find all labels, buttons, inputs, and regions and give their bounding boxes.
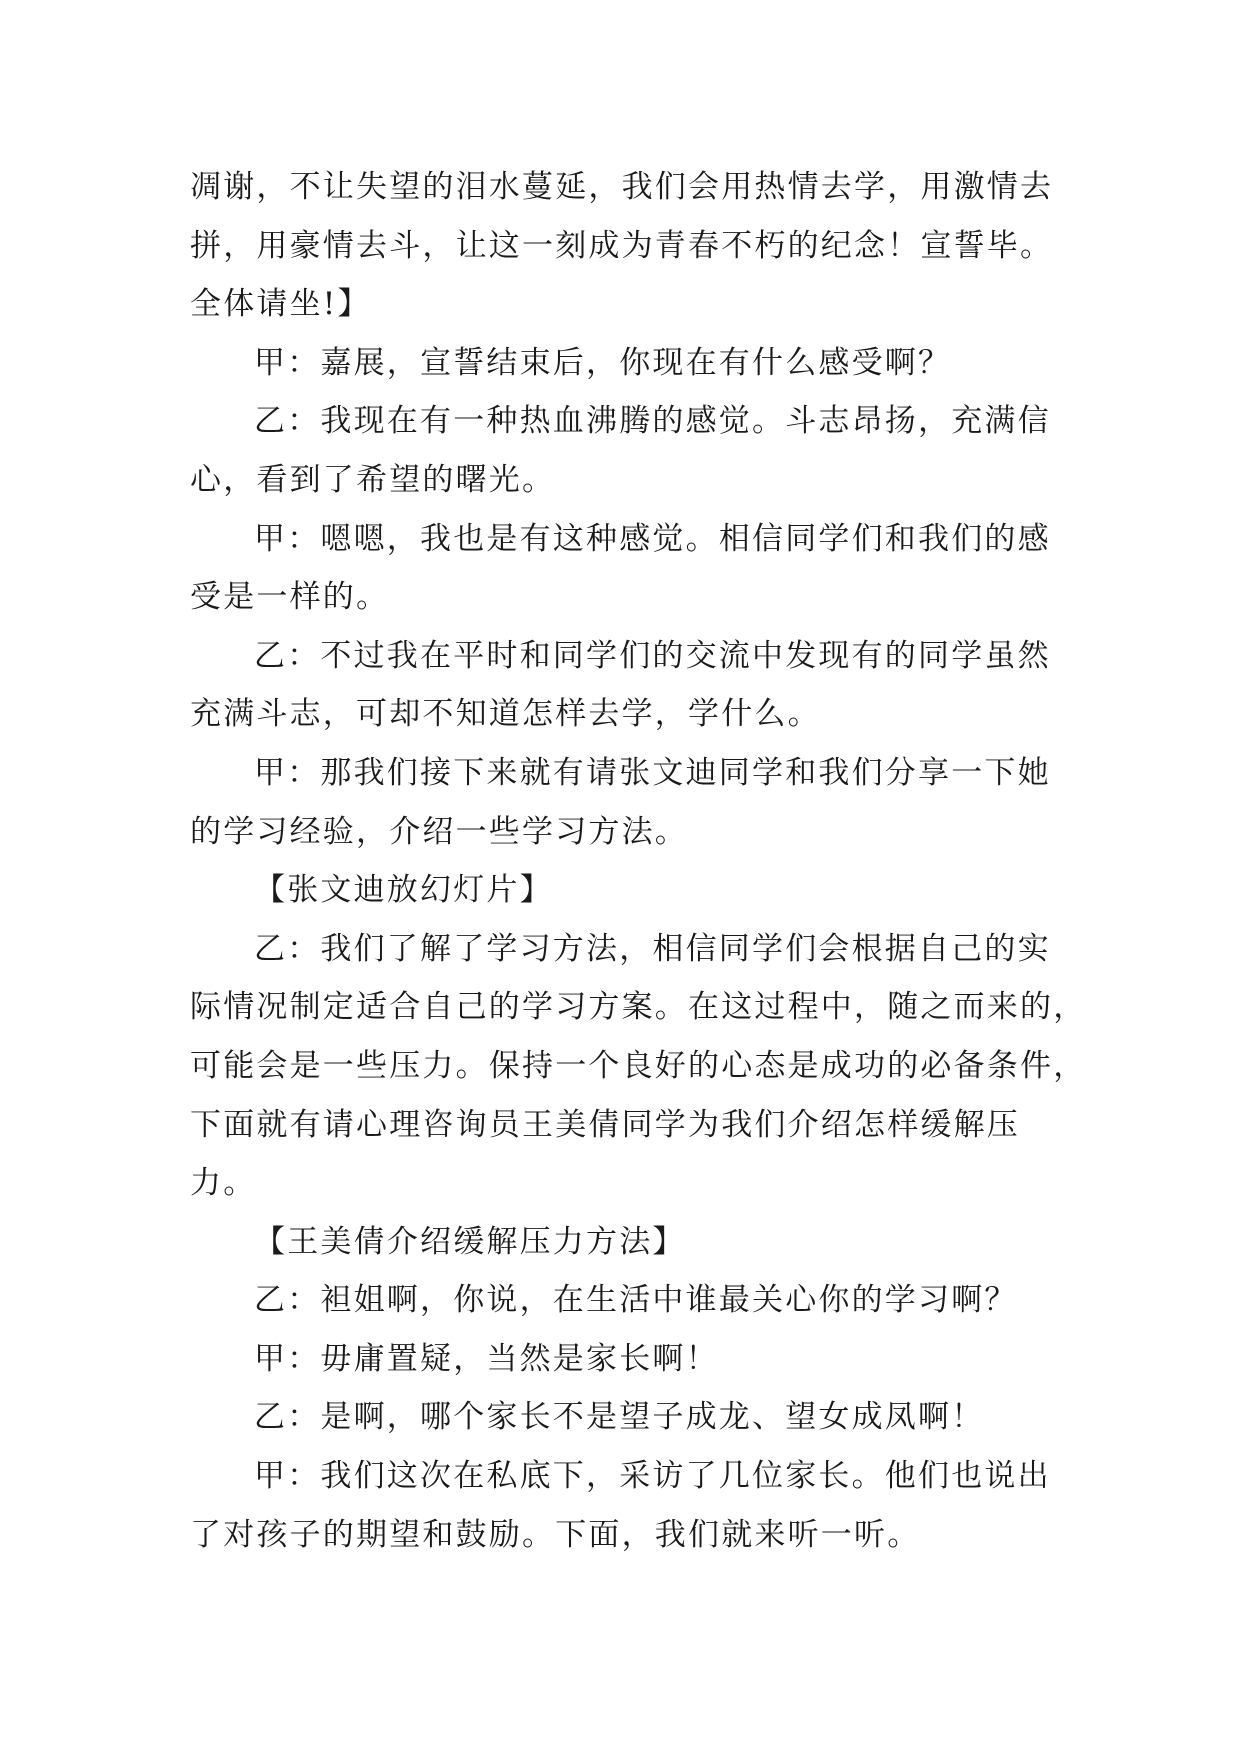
text-line: 凋谢，不让失望的泪水蔓延，我们会用热情去学，用激情去	[190, 169, 1054, 205]
text-line: 受是一样的。	[190, 579, 390, 616]
dialogue-line: 乙：袒姐啊，你说，在生活中谁最关心你的学习啊？	[254, 1282, 1018, 1319]
text-line: 力。	[190, 1165, 257, 1202]
text-line: 心，看到了希望的曙光。	[190, 461, 556, 498]
dialogue-line: 乙：我现在有一种热血沸腾的感觉。斗志昂扬，充满信	[254, 403, 1051, 440]
text-line: 拼，用豪情去斗，让这一刻成为青春不朽的纪念！宣誓毕。	[190, 227, 1054, 264]
stage-direction: 【张文迪放幻灯片】	[254, 872, 553, 909]
text-line: 全体请坐!】	[190, 286, 371, 323]
dialogue-line: 甲：那我们接下来就有请张文迪同学和我们分享一下她	[254, 754, 1051, 791]
dialogue-line: 乙：不过我在平时和同学们的交流中发现有的同学虽然	[254, 637, 1051, 674]
dialogue-line: 乙：是啊，哪个家长不是望子成龙、望女成凤啊！	[254, 1399, 985, 1436]
stage-direction: 【王美倩介绍缓解压力方法】	[254, 1223, 686, 1260]
text-line: 充满斗志，可却不知道怎样去学，学什么。	[190, 696, 821, 733]
text-line: 的学习经验，介绍一些学习方法。	[190, 813, 688, 850]
dialogue-line: 甲：我们这次在私底下，采访了几位家长。他们也说出	[254, 1458, 1051, 1495]
text-line: 了对孩子的期望和鼓励。下面，我们就来听一听。	[190, 1516, 921, 1553]
dialogue-line: 甲：嗯嗯，我也是有这种感觉。相信同学们和我们的感	[254, 520, 1051, 557]
dialogue-line: 乙：我们了解了学习方法，相信同学们会根据自己的实	[254, 930, 1051, 967]
dialogue-line: 甲：毋庸置疑，当然是家长啊！	[254, 1340, 719, 1377]
text-line: 际情况制定适合自己的学习方案。在这过程中，随之而来的，	[190, 989, 1087, 1026]
text-line: 可能会是一些压力。保持一个良好的心态是成功的必备条件，	[190, 1047, 1087, 1084]
document-body	[190, 158, 1087, 1564]
dialogue-line: 甲：嘉展，宣誓结束后，你现在有什么感受啊？	[254, 344, 952, 381]
text-line: 下面就有请心理咨询员王美倩同学为我们介绍怎样缓解压	[190, 1106, 1020, 1143]
